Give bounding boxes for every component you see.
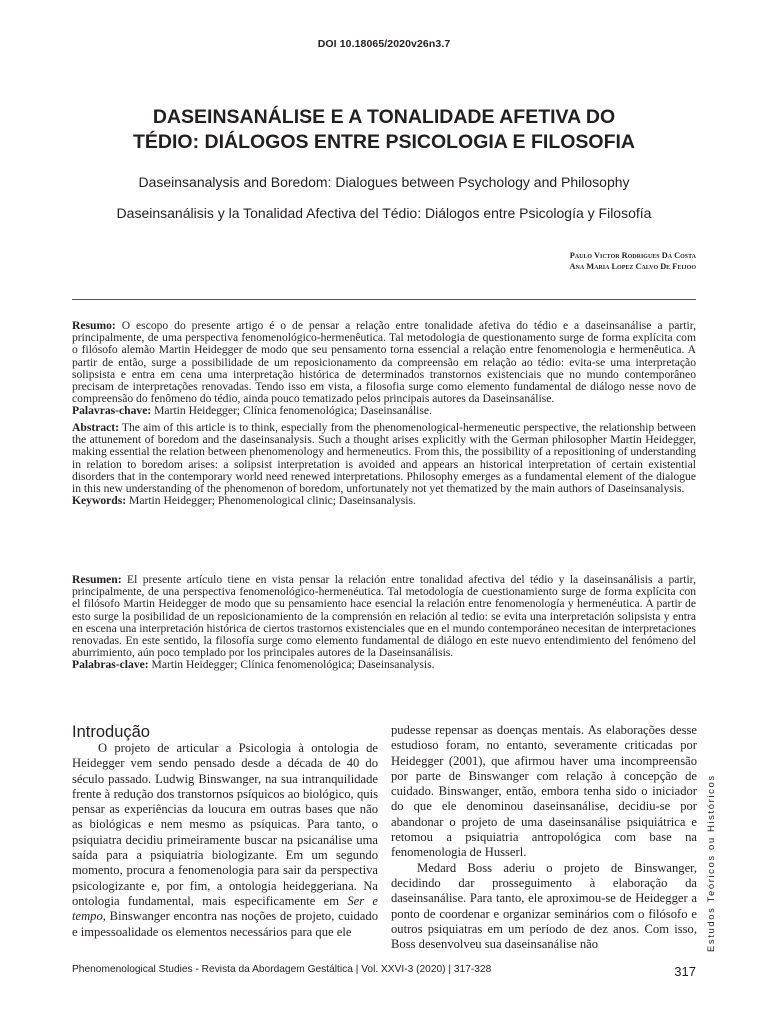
section-side-label: Estudos Teóricos ou Históricos: [706, 774, 717, 952]
abstract-keywords-label: Keywords:: [72, 494, 127, 508]
abstract-text: The aim of this article is to think, especially from the phenomenological-hermeneutic perspective, the relationship between the attunement of boredom and the daseinsanalysis. Such a thought arises explicitly with the German philosopher Martin Heidegger, making essential the relation between phenomenology and hermeneutics. From this, the possibility of a repositioning of understanding in relation to boredom arises: a solipsist interpretation is avoided and appears an historical interpretation of certain existential disorders that in the contemporary world need renewed interpretations. Philosophy emerges as a fundamental element of the dialogue in this new understanding of the phenomenon of boredom, unfortunately not yet thematized by the main authors of Daseinsanalysis.: [72, 421, 697, 496]
subtitle-spanish: Daseinsanálisis y la Tonalidad Afectiva del Tédio: Diálogos entre Psicología y Filosofía: [116, 205, 652, 221]
paragraph: pudesse repensar as doenças mentais. As elaborações desse estudioso foram, no entanto, severamente criticadas por Heidegger (2001), que afirmou haver uma incompreensão por parte de Binswanger com relação à concepção de cuidado. Binswanger, então, embora tenha sido o iniciador do que ele denominou daseinsanálise, decidiu-se por abandonar o projeto de uma daseinsanálise psiquiátrica e retomou a psiquiatria antropológica com base na fenomenologia de Husserl.: [391, 723, 697, 860]
body-column-right: [391, 723, 697, 952]
doi: DOI 10.18065/2020v26n3.7: [317, 38, 451, 50]
resumen-keywords: [72, 659, 696, 671]
resumen-label: Resumen:: [72, 573, 122, 586]
resumo-text: O escopo do presente artigo é o de pensar a relação entre tonalidade afetiva do tédio e a daseinsanálise a partir, principalmente, de uma perspectiva fenomenológico-hermenêutica. Tal metodologia de questionamento surge de forma explícita com o filósofo alemão Martin Heidegger de modo que seu pensamento torna essencial a relação entre fenomenologia e hermenêutica. A partir de então, surge a possibilidade de um reposicionamento da compreensão em relação ao tédio: evita-se uma interpretação solipsista e entra em cena uma interpretação histórica de determinados transtornos existenciais que no mundo contemporâneo precisam de interpretações renovadas. Tendo isso em vista, a filosofia surge como elemento fundamental de diálogo nesse novo de compreensão do fenômeno do tédio, ainda pouco tematizado pelos principais autores da Daseinsanálise.: [72, 319, 696, 406]
abstract-label: Abstract:: [72, 421, 120, 434]
body-column-left: [72, 741, 378, 940]
resumen-keywords-text: Martin Heidegger; Clínica fenomenológica; Daseinsanalysis.: [151, 658, 435, 672]
paragraph: Medard Boss aderiu o projeto de Binswanger, decidindo dar prosseguimento à elaboração da daseinsanálise. Para tanto, ele aproximou-se de Heidegger a ponto de coordenar e organizar seminários com o filósofo e outros psiquiatras em um período de dez anos. Com isso, Boss desenvolveu sua daseinsanálise não: [391, 860, 697, 952]
resumo-label: Resumo:: [72, 319, 116, 332]
abstract-keywords: [72, 495, 696, 507]
subtitle-english: Daseinsanalysis and Boredom: Dialogues between Psychology and Philosophy: [138, 174, 630, 190]
page-number: 317: [674, 964, 696, 979]
resumo-keywords-text: Martin Heidegger; Clínica fenomenológica; Daseinsanálise.: [154, 404, 432, 418]
divider: [72, 299, 696, 300]
paragraph: [72, 741, 378, 940]
book-title: Ser e tempo,: [72, 893, 378, 924]
resumen-block: [72, 574, 696, 672]
authors: [570, 250, 696, 272]
resumo-block: [72, 320, 696, 418]
author-2: Ana Maria Lopez Calvo De Feijoo: [569, 262, 696, 271]
author-1: Paulo Victor Rodrigues Da Costa: [569, 251, 696, 260]
article-title: [80, 105, 688, 155]
footer-citation: Phenomenological Studies - Revista da Abordagem Gestáltica | Vol. XXVI-3 (2020) | 317-328: [72, 964, 492, 975]
resumen-text: El presente artículo tiene en vista pensar la relación entre tonalidad afectiva del tédio y la daseinsanálisis a partir, principalmente, de una perspectiva fenomenológico-hermenéutica. Tal metodología de cuestionamiento surge de forma explícita con el filósofo Martin Heidegger de modo que su pensamiento hace esencial la relación entre fenomenología y hermenéutica. A partir de esto surge la posibilidad de un reposicionamiento de la comprensión en relación al tedio: se evita una interpretación solipsista y entra en escena una interpretación histórica de ciertos trastornos existenciales que en el mundo contemporáneo necesitan de interpretaciones renovadas. En este sentido, la filosofía surge como elemento fundamental de diálogo en este nuevo entendimiento del fenómeno del aburrimiento, aún poco templado por los principales autores de la Daseinsanálisis.: [72, 573, 696, 660]
title-line-2: TÉDIO: DIÁLOGOS ENTRE PSICOLOGIA E FILOSOFIA: [133, 131, 635, 153]
abstract-block: [72, 422, 696, 507]
resumo-keywords: [72, 405, 696, 417]
resumo-keywords-label: Palavras-chave:: [72, 404, 152, 418]
resumen-keywords-label: Palabras-clave:: [72, 658, 149, 672]
abstract-keywords-text: Martin Heidegger; Phenomenological clinic; Daseinsanalysis.: [129, 494, 416, 508]
paragraph-text-cont: Binswanger encontra nas noções de projeto, cuidado e impessoalidade os elementos necessários para que ele: [72, 909, 378, 939]
section-heading-introducao: Introdução: [72, 723, 150, 741]
paragraph-text: O projeto de articular a Psicologia à ontologia de Heidegger vem sendo pensado desde a década de 40 do século passado. Ludwig Binswanger, na sua intranquilidade frente à redução dos transtornos psíquicos ao biológico, quis pensar as experiências da loucura em outras bases que não as biológicas e nem mesmo as psíquicas. Para tanto, o psiquiatra decidiu primeiramente buscar na psicanálise uma saída para a psiquiatria biologizante. Em um segundo momento, procura a fenomenologia para sair da perspectiva psicologizante e, por fim, a ontologia heideggeriana. Na ontologia fundamental, mais especificamente em: [72, 741, 378, 908]
title-line-1: DASEINSANÁLISE E A TONALIDADE AFETIVA DO: [152, 106, 616, 128]
